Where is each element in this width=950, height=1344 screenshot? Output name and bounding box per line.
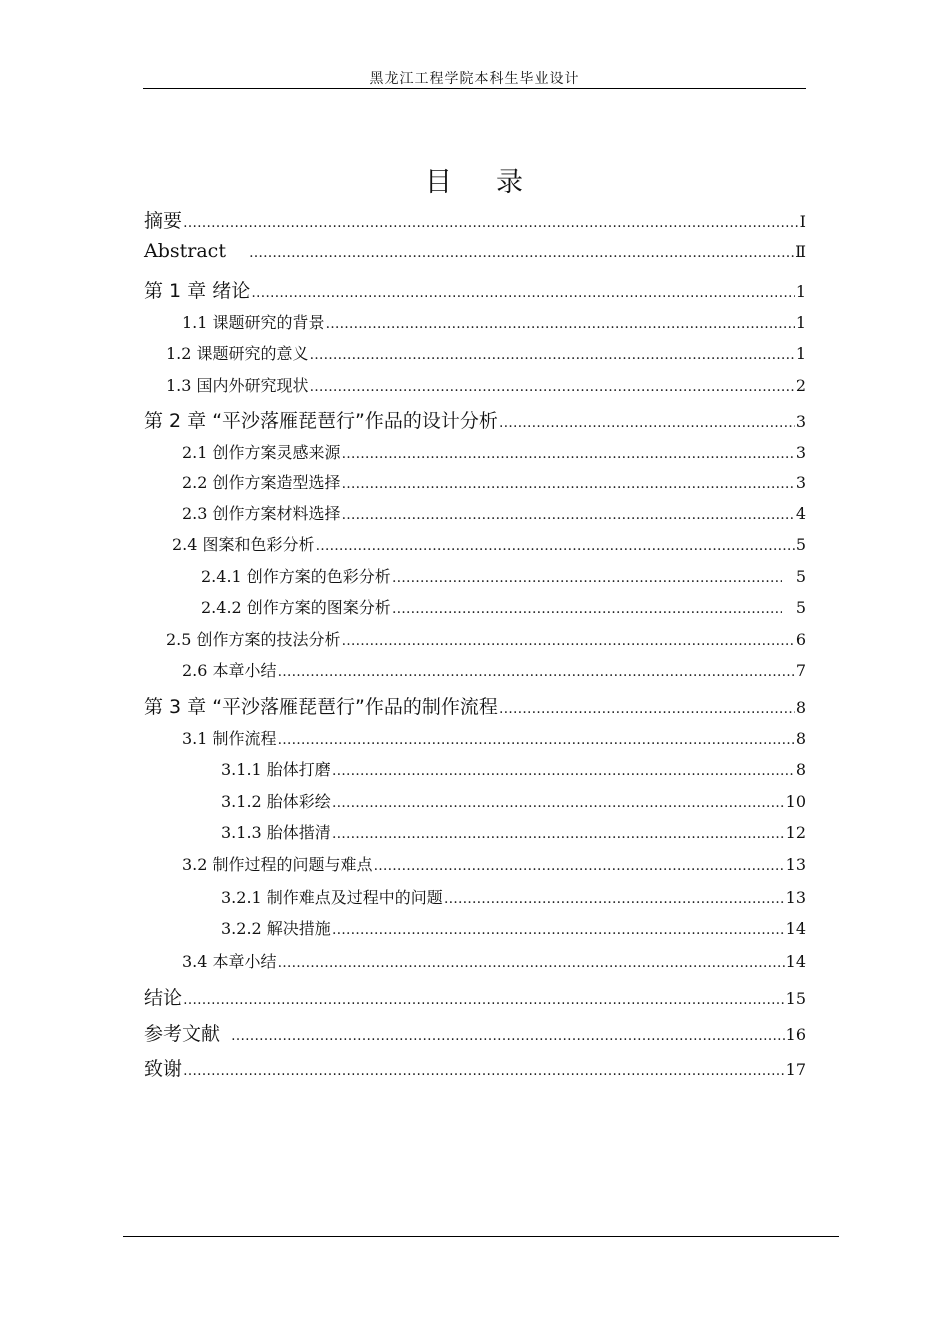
toc-entry-1-2[interactable]: 1.2 课题研究的意义 …………………………………………………………………………………………………………………………………………………………………………………………………………………… 1: [166, 341, 806, 367]
toc-entry-3-1-1[interactable]: 3.1.1 胎体打磨 …………………………………………………………………………………………………………………………………………………………………………………………………………………… 8: [221, 757, 806, 783]
toc-entry-abstract-en[interactable]: Abstract …………………………………………………………………………………………………………………………………………………………………………………………………………………… Ⅱ: [144, 240, 806, 266]
toc-entry-conclusion[interactable]: 结论 …………………………………………………………………………………………………………………………………………………………………………………………………………………… 15: [144, 983, 806, 1009]
toc-entry-3-1-3[interactable]: 3.1.3 胎体揩清 …………………………………………………………………………………………………………………………………………………………………………………………………………………… 12: [221, 820, 806, 846]
header-rule: [143, 88, 806, 89]
toc-entry-3-1-2[interactable]: 3.1.2 胎体彩绘 …………………………………………………………………………………………………………………………………………………………………………………………………………………… 10: [221, 789, 806, 815]
toc-title: [0, 160, 950, 199]
toc-entry-3-2[interactable]: 3.2 制作过程的问题与难点 …………………………………………………………………………………………………………………………………………………………………………………………………………………… 13: [182, 852, 806, 878]
toc-entry-2-6[interactable]: 2.6 本章小结 …………………………………………………………………………………………………………………………………………………………………………………………………………………… 7: [182, 658, 806, 684]
toc-entry-abstract-cn[interactable]: 摘要 …………………………………………………………………………………………………………………………………………………………………………………………………………………… Ⅰ: [144, 206, 806, 232]
toc-entry-chapter-2[interactable]: 第 2 章 “平沙落雁琵琶行”作品的设计分析 …………………………………………………………………………………………………………………………………………………………………………………………………………………… 3: [144, 406, 806, 432]
toc-entry-3-4[interactable]: 3.4 本章小结 …………………………………………………………………………………………………………………………………………………………………………………………………………………… 14: [182, 949, 806, 975]
toc-entry-3-2-1[interactable]: 3.2.1 制作难点及过程中的问题 …………………………………………………………………………………………………………………………………………………………………………………………………………………… 13: [221, 885, 806, 911]
toc-entry-2-4-2[interactable]: 2.4.2 创作方案的图案分析 …………………………………………………………………………………………………………………………………………………………………………………………………………………… 5: [201, 595, 806, 621]
toc-entry-1-3[interactable]: 1.3 国内外研究现状 …………………………………………………………………………………………………………………………………………………………………………………………………………………… 2: [166, 373, 806, 399]
toc-entry-chapter-1[interactable]: 第 1 章 绪论 …………………………………………………………………………………………………………………………………………………………………………………………………………………… 1: [144, 276, 806, 302]
toc-entry-2-4[interactable]: 2.4 图案和色彩分析 …………………………………………………………………………………………………………………………………………………………………………………………………………………… 5: [172, 532, 806, 558]
toc-entry-chapter-3[interactable]: 第 3 章 “平沙落雁琵琶行”作品的制作流程 …………………………………………………………………………………………………………………………………………………………………………………………………………………… 8: [144, 692, 806, 718]
toc-entry-2-5[interactable]: 2.5 创作方案的技法分析 …………………………………………………………………………………………………………………………………………………………………………………………………………………… 6: [166, 627, 806, 653]
page-header-title: 黑龙江工程学院本科生毕业设计: [369, 71, 580, 87]
toc-entry-2-4-1[interactable]: 2.4.1 创作方案的色彩分析 …………………………………………………………………………………………………………………………………………………………………………………………………………………… 5: [201, 564, 806, 590]
toc-title-left: 目: [425, 167, 454, 198]
toc-entry-3-2-2[interactable]: 3.2.2 解决措施 …………………………………………………………………………………………………………………………………………………………………………………………………………………… 14: [221, 916, 806, 942]
toc-entry-3-1[interactable]: 3.1 制作流程 …………………………………………………………………………………………………………………………………………………………………………………………………………………… 8: [182, 726, 806, 752]
toc-entry-acknowledgements[interactable]: 致谢 …………………………………………………………………………………………………………………………………………………………………………………………………………………… 17: [144, 1054, 806, 1080]
toc-entry-2-2[interactable]: 2.2 创作方案造型选择 …………………………………………………………………………………………………………………………………………………………………………………………………………………… 3: [182, 470, 806, 496]
toc-entry-1-1[interactable]: 1.1 课题研究的背景 …………………………………………………………………………………………………………………………………………………………………………………………………………………… 1: [182, 310, 806, 336]
toc-entry-references[interactable]: 参考文献 …………………………………………………………………………………………………………………………………………………………………………………………………………………… 16: [144, 1019, 806, 1045]
toc-entry-2-1[interactable]: 2.1 创作方案灵感来源 …………………………………………………………………………………………………………………………………………………………………………………………………………………… 3: [182, 440, 806, 466]
toc-entry-2-3[interactable]: 2.3 创作方案材料选择 …………………………………………………………………………………………………………………………………………………………………………………………………………………… 4: [182, 501, 806, 527]
footer-rule: [123, 1236, 839, 1237]
toc-title-right: 录: [496, 167, 525, 198]
